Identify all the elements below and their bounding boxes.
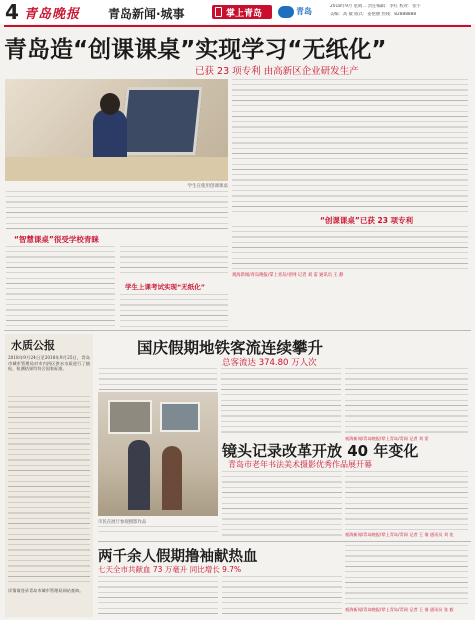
story4-photo-caption-text [98, 526, 218, 536]
story1-photo [5, 79, 228, 181]
desk-surface [5, 157, 228, 181]
story1-subhead-c: “创课课桌”已获 23 项专利 [320, 216, 414, 225]
desk-screen [119, 87, 202, 155]
story1-subheadline: 已获 23 项专利 由高新区企业研发生产 [195, 66, 359, 77]
story5-col3-text [345, 545, 468, 605]
story3-headline: 国庆假期地铁客流连续攀升 [137, 339, 324, 357]
visitor-figure [128, 440, 150, 510]
student-head [100, 93, 120, 115]
masthead-rule [4, 25, 471, 27]
water-report-note: 详情请登录青岛市城市管理局网站查询。 [8, 588, 84, 593]
story1-subhead-a: “智慧课桌”很受学校青睐 [14, 235, 99, 244]
story3-col3-text [345, 368, 468, 434]
story4-photo-caption: 市民在展厅参观摄影作品 [98, 520, 147, 525]
exhibit-frame [160, 402, 200, 432]
phone-icon [215, 7, 222, 17]
visitor-figure [162, 446, 182, 510]
story4-photo [98, 392, 218, 516]
app-badge [212, 5, 272, 19]
water-report-body: 2018年9月24日至2018年9月25日，青岛市城市管理局对市内四区供水水质进行了抽检，检测结果均符合国家标准。 [8, 355, 90, 372]
app-badge-label: 掌上青岛 [226, 9, 263, 19]
section-title: 青岛新闻·城事 [108, 7, 185, 21]
water-report-text [8, 396, 90, 586]
story1-photo-caption: 学生在使用创课课桌 [187, 184, 228, 189]
story1-col2-text [120, 246, 228, 278]
story4-headline: 镜头记录改革开放 40 年变化 [222, 442, 419, 460]
story5-col1-text [98, 576, 218, 616]
water-report-title: 水质公报 [11, 339, 55, 352]
paper-logo: 青岛晚报 [24, 7, 81, 22]
story4-col2-text [345, 471, 468, 531]
story4-byline: 观海新闻/青岛晚报/掌上青岛/青网 记者 王 倩 通讯员 刘 佳 [345, 532, 454, 537]
story4-subheadline: 青岛市老年书法美术摄影优秀作品展开幕 [228, 460, 372, 469]
story4-col1-text [222, 471, 342, 539]
story3-byline: 观海新闻/青岛晚报/掌上青岛/青网 记者 刘 雷 [345, 436, 429, 441]
editor-line: 美编：高 敏 版式：姜艳丽 热线：82888888 [330, 12, 417, 17]
page-number: 4 [5, 0, 19, 24]
section-divider [4, 330, 471, 331]
story1-col4-text [232, 226, 468, 270]
story5-col2-text [222, 576, 342, 616]
story1-col2-text-b [120, 294, 228, 327]
story1-subhead-b: 学生上课考试实现“无纸化” [125, 283, 206, 291]
story1-byline: 观海新闻/青岛晚报/掌上青岛/青网 记者 刘 雷 通讯员 王 静 [232, 273, 344, 278]
water-report-box [5, 334, 93, 617]
story1-col1-text [6, 246, 115, 326]
exhibit-frame [108, 400, 152, 434]
story1-col3-text [232, 79, 468, 213]
story3-col2-text [221, 368, 341, 434]
section-divider [98, 541, 471, 542]
story5-headline: 两千余人假期撸袖献热血 [98, 549, 258, 565]
qingdao-net-logo [278, 6, 294, 18]
qingdao-net-label: 青岛 [296, 7, 312, 16]
story3-col1-text [99, 368, 217, 390]
story1-headline: 青岛造“创课课桌”实现学习“无纸化” [4, 37, 387, 63]
masthead [0, 0, 475, 24]
story5-subheadline: 七天全市共献血 73 万毫升 同比增长 9.7% [98, 565, 242, 574]
story5-byline: 观海新闻/青岛晚报/掌上青岛/青网 记者 王 倩 通讯员 张 毅 [345, 607, 454, 612]
date-line: 2018年9月 星期二 责任编辑：李红 校对：张宇 [330, 4, 421, 9]
story3-subheadline: 总客流达 374.80 万人次 [222, 358, 317, 368]
